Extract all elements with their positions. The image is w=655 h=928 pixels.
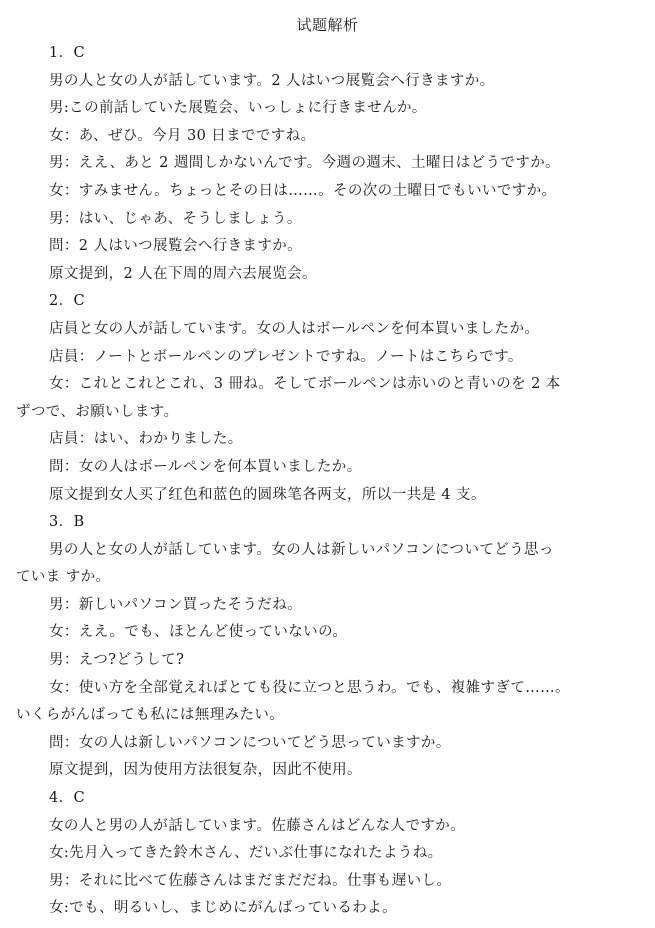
text-line: 女：これとこれとこれ、3 冊ね。そしてボールペンは赤いのと青いのを 2 本 xyxy=(49,376,561,393)
text-line: 4．C xyxy=(49,790,86,807)
text-line: 問：2 人はいつ展覧会へ行きますか。 xyxy=(49,238,303,255)
text-line: 男:この前話していた展覧会、いっしょに行きませんか。 xyxy=(49,100,427,117)
text-line: 問：女の人は新しいパソコンについてどう思っていますか。 xyxy=(49,734,451,751)
text-line: 男：新しいパソコン買ったそうだね。 xyxy=(49,596,303,613)
page-title: 试题解析 xyxy=(296,16,359,34)
text-line: 3．B xyxy=(49,514,85,531)
text-line: 男の人と女の人が話しています。2 人はいつ展覧会へ行きますか。 xyxy=(49,72,495,89)
text-line: 女:先月入ってきた鈴木さん、だいぶ仕事になれたようね。 xyxy=(49,845,443,862)
text-line: ていま すか。 xyxy=(16,569,111,586)
text-line: 男：はい、じゃあ、そうしましょう。 xyxy=(49,210,302,227)
text-line: 女：あ、ぜひ。今月 30 日までですね。 xyxy=(49,127,316,144)
text-line: 女の人と男の人が話しています。佐藤さんはどんな人ですか。 xyxy=(49,817,466,834)
text-line: 原文提到，因为使用方法很复杂，因此不使用。 xyxy=(49,762,362,779)
text-line: 男の人と女の人が話しています。女の人は新しいパソコンについてどう思っ xyxy=(49,541,554,558)
text-line: 女：ええ。でも、ほとんど使っていないの。 xyxy=(49,624,348,641)
text-line: 男：それに比べて佐藤さんはまだまだだね。仕事も遅いし。 xyxy=(49,872,452,889)
text-line: 女：使い方を全部覚えればとても役に立つと思うわ。でも、複雑すぎて……。 xyxy=(49,679,570,696)
document-body xyxy=(16,40,639,923)
text-line: 2．C xyxy=(49,293,86,310)
text-line: いくらがんばっても私には無理みたい。 xyxy=(16,707,285,724)
text-line: 男：ええ、あと 2 週間しかないんです。今週の週末、土曜日はどうですか。 xyxy=(49,155,561,172)
text-line: ずつで、お願いします。 xyxy=(16,403,179,420)
text-line: 1．C xyxy=(49,45,86,61)
text-line: 女：すみません。ちょっとその日は……。その次の土曜日でもいいですか。 xyxy=(49,182,557,199)
text-line: 原文提到，2 人在下周的周六去展览会。 xyxy=(49,265,317,282)
text-line: 女:でも、明るいし、まじめにがんばっているわよ。 xyxy=(49,900,397,917)
text-line: 男：えつ?どうして? xyxy=(49,652,185,669)
text-line: 問：女の人はボールペンを何本買いましたか。 xyxy=(49,458,362,475)
text-line: 店員：はい、わかりました。 xyxy=(49,431,243,448)
text-line: 店員：ノートとボールペンのプレゼントですね。ノートはこちらです。 xyxy=(49,348,523,365)
text-line: 原文提到女人买了红色和蓝色的圆珠笔各两支，所以一共是 4 支。 xyxy=(49,486,486,503)
text-line: 店員と女の人が話しています。女の人はボールペンを何本買いましたか。 xyxy=(49,320,540,337)
